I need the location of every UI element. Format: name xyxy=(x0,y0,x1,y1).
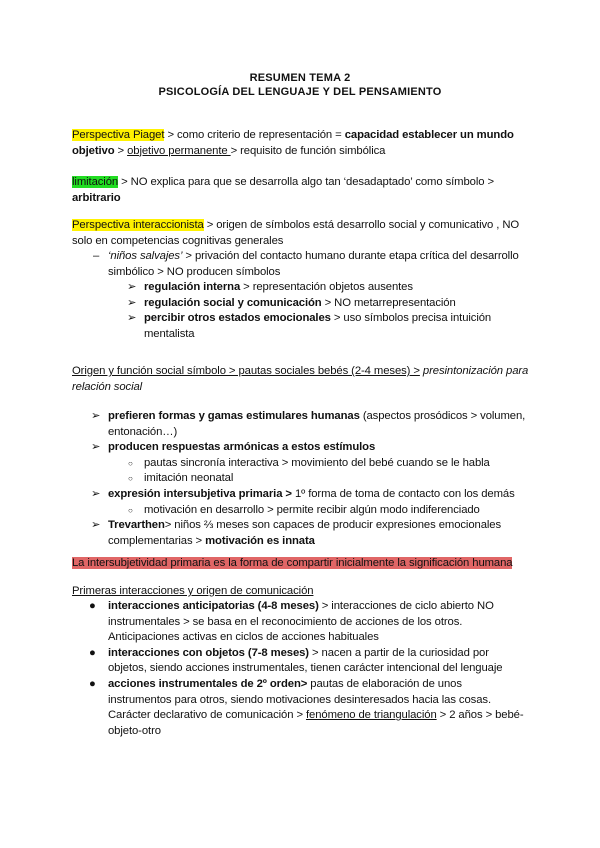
sub-list-item: ○ imitación neonatal xyxy=(144,471,528,487)
document-title: RESUMEN TEMA 2 xyxy=(249,72,351,84)
first-interactions-list xyxy=(89,599,526,739)
circle-bullet-icon: ○ xyxy=(128,505,133,515)
list-item: ➢ percibir otros estados emocionales > uso símbolos precisa intuición mentalista xyxy=(127,312,492,340)
arrow-bullet-icon: ➢ xyxy=(91,410,101,422)
list-item: ● interacciones anticipatorias (4-8 meses) > interacciones de ciclo abierto NO instrumentales > se basa en el reconocimiento de acciones de los otros. Anticipaciones activas en ciclos de acciones habituales xyxy=(89,600,494,644)
piaget-label: Perspectiva Piaget xyxy=(72,129,165,141)
bullet-dot-icon: ● xyxy=(89,600,96,612)
bullet-dot-icon: ● xyxy=(89,646,96,659)
list-item: ➢ regulación interna > representación objetos ausentes xyxy=(144,280,520,296)
interactionist-list xyxy=(127,280,520,342)
arrow-bullet-icon: ➢ xyxy=(127,281,137,293)
first-interactions-heading: Primeras interacciones y origen de comunicación xyxy=(72,585,314,597)
triangulation-term: fenómeno de triangulación xyxy=(305,709,437,722)
arrow-bullet-icon: ➢ xyxy=(91,519,101,532)
origin-list xyxy=(91,409,528,549)
circle-bullet-icon: ○ xyxy=(128,474,133,484)
list-item: ➢ producen respuestas armónicas a estos estímulos ○ pautas sincronía interactiva > movimiento del bebé cuando se le habla ○ imitación neonatal xyxy=(108,440,528,487)
list-item: ➢ prefieren formas y gamas estimulares humanas (aspectos prosódicos > volumen, entonación…) xyxy=(91,410,526,438)
interactionist-paragraph: Perspectiva interaccionista > origen de símbolos está desarrollo social y comunicativo , NO solo en competencias cognitivas generales xyxy=(72,219,520,247)
arrow-bullet-icon: ➢ xyxy=(127,296,137,309)
limitation-paragraph: limitación > NO explica para que se desarrolla algo tan ‘desadaptado’ como símbolo > arbitrario xyxy=(72,176,494,204)
circle-bullet-icon: ○ xyxy=(128,458,133,468)
list-item: ➢ Trevarthen> niños ⅔ meses son capaces de producir expresiones emocionales complementarias > motivación es innata xyxy=(91,519,502,547)
list-item: ● acciones instrumentales de 2º orden> pautas de elaboración de unos instrumentos para otros, siendo motivaciones desinteresados hacia las cosas. Carácter declarativo de comunicación > fenómeno de triangulación > 2 años > bebé-objeto-otro xyxy=(89,677,524,737)
dash-bullet: – xyxy=(93,250,100,262)
piaget-underlined: objetivo permanente xyxy=(127,144,231,157)
limitation-label: limitación xyxy=(72,176,119,188)
document-subtitle: PSICOLOGÍA DEL LENGUAJE Y DEL PENSAMIENTO xyxy=(158,86,442,98)
bullet-dot-icon: ● xyxy=(89,677,96,690)
sub-list-item: ○ motivación en desarrollo > permite recibir algún modo indiferenciado xyxy=(144,503,528,519)
arrow-bullet-icon: ➢ xyxy=(127,312,137,325)
piaget-paragraph: Perspectiva Piaget > como criterio de representación = capacidad establecer un mundo objetivo > objetivo permanente > requisito de función simbólica xyxy=(72,129,514,157)
arrow-bullet-icon: ➢ xyxy=(91,487,101,500)
interactionist-label: Perspectiva interaccionista xyxy=(72,219,204,231)
origin-paragraph: Origen y función social símbolo > pautas sociales bebés (2-4 meses) > presintonización para relación social xyxy=(72,365,529,393)
origin-heading: Origen y función social símbolo > pautas sociales bebés (2-4 meses) > xyxy=(72,365,420,377)
list-item: ➢ expresión intersubjetiva primaria > 1º forma de toma de contacto con los demás ○ motivación en desarrollo > permite recibir algún modo indiferenciado xyxy=(108,487,528,518)
arrow-bullet-icon: ➢ xyxy=(91,441,101,454)
interactionist-sub: – ‘niños salvajes’ > privación del contacto humano durante etapa crítica del desarrollo simbólico > NO producen símbolos xyxy=(93,250,519,278)
list-item: ➢ regulación social y comunicación > NO metarrepresentación xyxy=(144,296,520,312)
list-item: ● interacciones con objetos (7-8 meses) > nacen a partir de la curiosidad por objetos, siendo acciones instrumentales, tienen carácter intencional del lenguaje xyxy=(89,646,503,675)
sub-list-item: ○ pautas sincronía interactiva > movimiento del bebé cuando se le habla xyxy=(144,456,528,472)
highlight-statement: La intersubjetividad primaria es la forma de compartir inicialmente la significación humana xyxy=(72,557,513,569)
piaget-key-concept: capacidad establecer un mundo objetivo xyxy=(72,129,514,157)
